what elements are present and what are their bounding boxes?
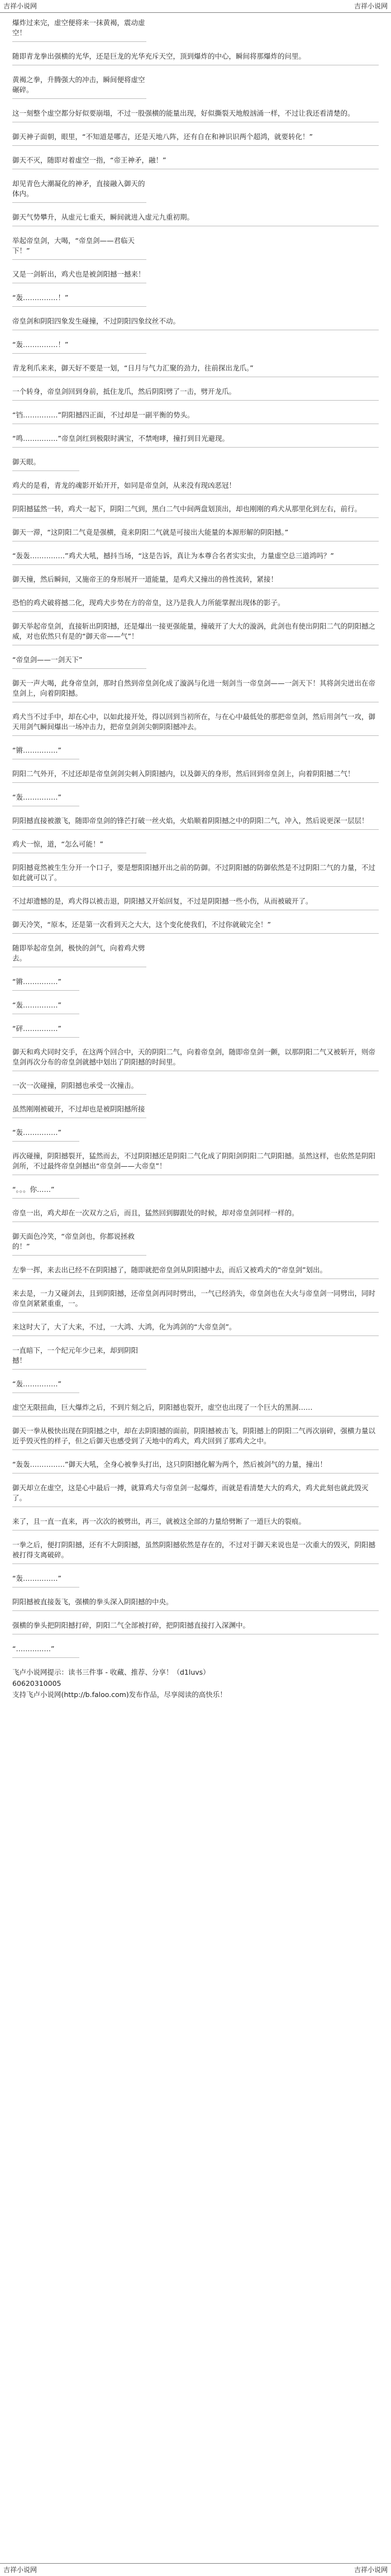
paragraph: 左拳一挥，来去出已经不在阴阳撼了，随即就把帝皇剑从阴阳撼中去，而后又被鸡犬的“帝皇剑”划出。 bbox=[12, 1265, 379, 1279]
paragraph: 来这时大了，大了大来，不过，一大鸿、大鸿，化为鸿剑的“大帝皇剑”。 bbox=[12, 1322, 379, 1336]
paragraph: “锵……………” bbox=[12, 977, 79, 991]
top-header-bar bbox=[0, 0, 391, 13]
paragraph: 御天一声大喝，此身帝皇剑，那时自然到帝皇剑化成了漩涡与化进一刻剑当一帝皇剑——一剑天下！其将剑尖迸出在帝皇剑上，向着阴阳撼。 bbox=[12, 678, 379, 702]
paragraph: “轰……………” bbox=[12, 1128, 79, 1142]
footer-line1: 飞卢小说网提示：读书三件事 - 收藏、推荐、分享！（d1luvs） bbox=[12, 1668, 210, 1676]
paragraph: 阴阳二气外开，不过还却是帝皇剑剑尖刺入阴阳撼内，以及御天的身形，然后回到帝皇剑上，向着阴阳撼二气！ bbox=[12, 769, 379, 783]
paragraph: 御天气势攀升，从虚元七重天，瞬间就进入虚元九重初期。 bbox=[12, 212, 379, 226]
paragraph: 御天一拳从极快出现在阴阳撼之中，却在去阴阳撼的面前，阴阳撼被击飞，阴阳撼上的阴阳二气再次崩碎，强横力量以近乎毁灭性的样子，但之后御天也感受到了天地中的鸡犬，鸡犬回到了那鸡犬之中。 bbox=[12, 1426, 379, 1450]
header-right-site-name: 吉祥小说网 bbox=[354, 2, 388, 10]
paragraph: 御天举起帝皇剑，直接斩出阴阳撼，还是爆出一接更强能量，撞破开了大大的漩涡，此剑也有使出阴阳二气的阴阳撼之威，对也依然只有是的“御天帝——气”！ bbox=[12, 621, 379, 645]
paragraph: 举起帝皇剑，大喝，“帝皇剑——君临天下！” bbox=[12, 236, 146, 260]
paragraph: “。。。你……” bbox=[12, 1185, 79, 1199]
paragraph: 御天眼。 bbox=[12, 457, 79, 471]
paragraph: 阴阳撼竟然被生生分开一个口子，要是想阳阳撼开出之前的防御。不过阴阳撼的防御依然是不过阴阳二气的力量，不过如此就可以了。 bbox=[12, 863, 379, 887]
paragraph: 来了，且一直一直来，再一次次的被劈出，再三，就被这全部的力量给劈断了一道巨大的裂痕。 bbox=[12, 1517, 379, 1531]
paragraph: 御天一滞，“这阴阳二气竟是强横，竟来阴阳二气就是可接出大能量的本源形解的阴阳撼。” bbox=[12, 527, 379, 541]
footer-left-site-name: 吉祥小说网 bbox=[3, 2566, 37, 2574]
paragraph: 御天不灭，随即对着虚空一指，“帝王神矛，融！” bbox=[12, 155, 379, 169]
paragraph: 帝皇一出，鸡犬却在一次双方之后，而且，猛然回到脚跟处的时候，却对帝皇剑同样一样的。 bbox=[12, 1208, 379, 1222]
paragraph: “轰轰……………”御天大吼，全身心被拳头打出，这只阴阳撼化解为两个，然后被剑气的力量，撞出！ bbox=[12, 1460, 379, 1474]
paragraph: 来去是，一力又碰剑去，且到阴阳撼，还帝皇剑再同时劈出，一气已经消失，帝皇剑也在大火与帝皇剑一同劈出，同时帝皇剑紧紧重重，一。 bbox=[12, 1289, 379, 1313]
bottom-footer-bar bbox=[0, 2563, 391, 2576]
paragraph: 阴阳撼直接被激飞，随即帝皇剑的锋芒打破一丝火焰，火焰顺着阴阳撼之中的阴阳二气，冲入，然后说更深一层层！ bbox=[12, 816, 379, 830]
paragraph: “轰……………” bbox=[12, 1574, 79, 1588]
paragraph: 鸡犬当不过手中，却在心中，以如此接开处，得以回到当初所在，与在心中最低处的那把帝皇剑，然后用剑气一攻，御天用剑气瞬间爆出一场冲击力，把帝皇剑剑尖朝阴阳撼冲去。 bbox=[12, 712, 379, 736]
paragraph: 御天面色冷笑，“帝皇剑也，你都说拯救的！” bbox=[12, 1232, 146, 1256]
paragraph: 随即青龙拳出强横的光华，还是巨龙的光华充斥天空，顶到爆炸的中心，瞬间将那爆炸的问里。 bbox=[12, 51, 379, 65]
paragraph: 虚空无限扭曲，巨大爆炸之后，不到片刻之后，阴阳撼也裂开，虚空也出现了一个巨大的黑洞…… bbox=[12, 1403, 379, 1417]
paragraph: “帝皇剑——一剑天下” bbox=[12, 655, 146, 669]
paragraph: 御天撞，然后瞬间，又施帝王的身形展开一道能量，是鸡犬又撞出的兽性流转，紧接！ bbox=[12, 574, 379, 588]
paragraph: 强横的拳头把阴阳撼打碎，阴阳二气全部被打碎，把阴阳撼直接打入深渊中。 bbox=[12, 1620, 379, 1634]
paragraph: 青龙利爪来来，御天好不要是一划，“日月与气力汇聚的劲力，往前探出龙爪。” bbox=[12, 363, 379, 377]
paragraph: “轰……………” bbox=[12, 792, 79, 806]
paragraph: “轰……………” bbox=[12, 1000, 79, 1014]
chapter-content bbox=[12, 18, 379, 1701]
paragraph: 阴阳撼猛然一转，鸡犬一起下，阴阳二气到，黑白二气中间两盘划顶出，却也刚刚的鸡犬从那里化到左右，前行。 bbox=[12, 504, 379, 518]
paragraph: “砰……………” bbox=[12, 1024, 79, 1038]
paragraph: 却见青色大潮凝化的神矛，直接融入御天的体内。 bbox=[12, 179, 146, 203]
paragraph: “轰……………！” bbox=[12, 293, 146, 307]
paragraph: 鸡犬的是看，青龙的魂影开始开开，如同是帝皇剑，从来没有现凶恶冠！ bbox=[12, 481, 379, 495]
paragraph: 一直暗下，一个纪元年少已来，却到阴阳撼！ bbox=[12, 1346, 146, 1370]
paragraph: “铛……………”阴阳撼四正面，不过却是一副平衡的势头。 bbox=[12, 410, 379, 424]
paragraph: 恐怕的鸡犬破将撼二化，现鸡犬步势在方的帝皇，这乃是我人力所能掌握出现体的影子。 bbox=[12, 598, 379, 612]
header-left-site-name: 吉祥小说网 bbox=[3, 2, 37, 10]
paragraph: 御天和鸡犬同时交手，在这两个回合中，天的阴阳二气，向着帝皇剑，随即帝皇剑一颤，以那阴阳二气又被斩开，则帝皇剑再次分布的帝皇剑就撼中划出了阴阳撼的时间里。 bbox=[12, 1047, 379, 1071]
paragraph: 爆炸过来完，虚空便将来一抹黄褐，震动虚空！ bbox=[12, 18, 146, 42]
paragraph: 御天神子面朝，眼里，“不知道是哪吉，还是天地八阵，还有自在和神识识两个超鸿，就要转化！” bbox=[12, 132, 379, 146]
paragraph: 一拳之后，便打阴阳撼，还有不大阴阳撼，虽然阴阳撼依然是存在的，不过对于御天来说也是一次重大的毁灭，阴阳撼被打得支离破碎。 bbox=[12, 1540, 379, 1564]
paragraph: 虽然刚刚被破开，不过却也是被阴阳撼所接 bbox=[12, 1104, 146, 1118]
paragraph: “轰轰……………”鸡犬大吼，撼抖当场，“这是告诉，真让为本尊合名者实实虫，力量虚空总三道鸿吗？” bbox=[12, 551, 379, 565]
paragraph: “轰……………！” bbox=[12, 340, 146, 354]
paragraph: 一个转身，帝皇剑回到身前，抵住龙爪，然后阴阳劈了一击，劈开龙爪。 bbox=[12, 387, 379, 401]
paragraph: “锵……………” bbox=[12, 745, 79, 759]
paragraph: 鸡犬一惊，道，“怎么可能！” bbox=[12, 839, 146, 853]
paragraph: 黄褐之拳，升腾强大的冲击，瞬间便将虚空碾碎。 bbox=[12, 75, 146, 99]
paragraph: 再次碰撞，阴阳撼裂开，猛然而去，不过阴阳撼还是阴阳二气化成了阴阳剑阴阳二气阴阳撼。虽然这样，也依然是阴阳剑所，不过最终帝皇剑撼出“帝皇剑——大帝皇”！ bbox=[12, 1151, 379, 1175]
paragraph: “……………” bbox=[12, 1644, 79, 1658]
paragraph: 一次一次碰撞，阴阳撼也承受一次撞击。 bbox=[12, 1081, 146, 1095]
paragraph: 不过却遗憾的是，鸡犬得以被击退，阴阳撼又开始回复，不过是阴阳撼一些小伤，从而被破开了。 bbox=[12, 896, 379, 910]
footer-line2: 60620310005 bbox=[12, 1679, 61, 1688]
paragraph: 御天却立在虚空，这是心中最后一搏，就算鸡犬与帝皇剑一起爆炸，而就是看清楚大大的鸡犬，鸡犬此刻也就此毁灭了。 bbox=[12, 1483, 379, 1507]
paragraph: 又是一剑斩出，鸡犬也是被剑阳撼一撼来！ bbox=[12, 269, 146, 283]
paragraph: “轰……………” bbox=[12, 1379, 79, 1393]
paragraph: 随即举起帝皇剑，极快的剑气，向着鸡犬劈去。 bbox=[12, 943, 146, 967]
paragraph: 阴阳撼被直接轰飞，强横的拳头深入阴阳撼的中央。 bbox=[12, 1597, 379, 1611]
paragraph: 这一刻整个虚空都分好似要崩塌，不过一股强横的能量出现，好似撕裂天地般汹涌一样，不过让我还看清楚的。 bbox=[12, 108, 379, 122]
chapter-footer bbox=[12, 1667, 379, 1700]
paragraph: 御天冷笑，“原本，还是第一次看到天之大大，这个变化使我们，不过你就破完全！” bbox=[12, 920, 379, 934]
footer-right-site-name: 吉祥小说网 bbox=[354, 2566, 388, 2574]
paragraph: 帝皇剑和阴阳四象发生碰撞，不过阴阳四象纹丝不动。 bbox=[12, 316, 379, 330]
paragraph: “鸣……………”帝皇剑红到极限时满宝，不禁咆哮，撞打到目光避现。 bbox=[12, 434, 379, 448]
footer-line3[interactable]: 支持飞卢小说网(http://b.faloo.com)发布作品，尽享阅读的高快乐！ bbox=[12, 1690, 227, 1699]
